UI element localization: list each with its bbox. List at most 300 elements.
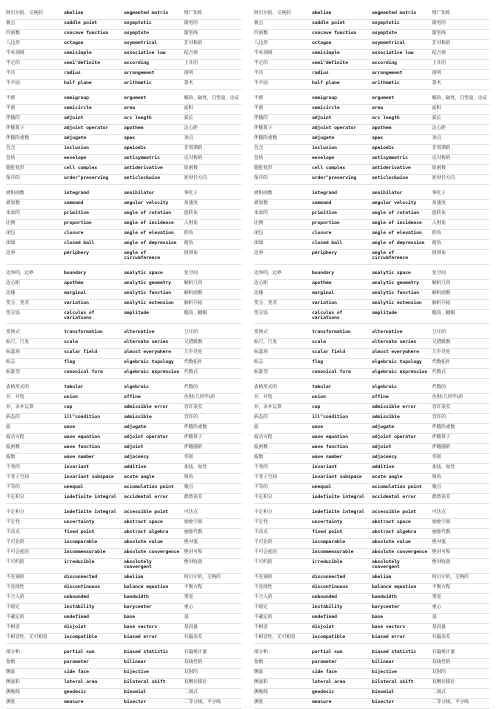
term-en: irreducible — [64, 560, 95, 566]
term-zh-alt: 非对称的 — [432, 41, 451, 46]
term-zh: 波动方程 — [6, 435, 25, 441]
table-row — [254, 634, 490, 644]
term-zh: 包络 — [254, 156, 264, 161]
term-en-alt: arithmetic — [124, 81, 152, 86]
term-zh-alt: 代数式 — [432, 370, 446, 376]
table-row — [254, 349, 490, 359]
term-zh-alt: 反对称的 — [432, 156, 451, 161]
term-en: parameter — [64, 659, 89, 665]
term-en: canonical form — [312, 370, 351, 376]
term-zh: 边心距 — [6, 280, 20, 286]
term-zh: 参数 — [254, 659, 264, 665]
table-row — [254, 80, 490, 90]
term-en: inclusion — [64, 146, 89, 151]
table-row — [254, 614, 490, 624]
table-row — [6, 95, 242, 105]
term-zh-alt: 俯角 — [432, 241, 442, 246]
term-zh: 不确定的 — [6, 614, 25, 620]
term-zh: 凹函数 — [6, 31, 20, 36]
term-en: invariant — [312, 465, 337, 471]
term-en: apothem — [312, 280, 332, 286]
term-en-alt: antisymmetric — [372, 156, 408, 161]
term-zh: 病态的 — [254, 415, 268, 421]
term-en-alt: annihilator — [372, 191, 403, 196]
table-row — [254, 404, 490, 414]
term-zh: 边心距 — [254, 280, 268, 286]
table-row — [6, 10, 242, 20]
term-zh: 并，求并运算 — [6, 405, 34, 411]
term-en: calculus of variations — [64, 310, 95, 321]
term-zh-alt: 增广矩阵 — [432, 11, 451, 16]
term-zh-alt: 角速度 — [432, 201, 446, 206]
table-row — [254, 394, 490, 404]
term-zh: 半定的 — [6, 61, 20, 66]
term-zh-alt: 二等分线，平分线 — [184, 699, 221, 705]
term-zh-alt: 聚点 — [184, 485, 194, 491]
term-en: order"preserving — [64, 176, 109, 181]
table-row — [6, 519, 242, 529]
term-en-alt: adjoint — [372, 445, 392, 451]
term-en: ill"condition — [312, 415, 348, 421]
term-en-alt: admissible error — [124, 405, 169, 411]
table-row — [6, 454, 242, 464]
term-en-alt: absolute value — [372, 540, 411, 546]
term-en: unbounded — [312, 594, 337, 600]
term-en: primitive — [312, 211, 337, 216]
term-en: disjoint — [312, 624, 335, 630]
table-row — [6, 414, 242, 424]
term-en: summand — [312, 201, 332, 206]
term-zh-alt: 复空间 — [184, 270, 198, 276]
term-zh-alt: 仰角 — [184, 231, 194, 236]
table-row — [254, 494, 490, 504]
term-zh: 不连续性 — [254, 584, 273, 590]
term-en-alt: base vectors — [124, 624, 158, 630]
term-zh: 伴随阵重数 — [6, 136, 29, 141]
term-zh-alt: 角速度 — [184, 201, 198, 206]
term-zh: 半平面 — [6, 81, 20, 86]
table-row — [6, 529, 242, 539]
term-en: cup — [312, 405, 321, 411]
term-zh: 闭包 — [6, 231, 16, 236]
term-en-alt: absolutely convergent — [124, 560, 152, 571]
term-zh: 标尺，尺度 — [6, 340, 29, 346]
term-en-alt: anticlockwise — [372, 176, 408, 181]
term-zh-alt: 代数拓扑 — [184, 360, 203, 366]
term-zh: 本原的 — [6, 211, 20, 216]
term-zh-alt: 圆周角 — [432, 251, 446, 256]
term-zh: 半单项域 — [254, 51, 273, 56]
term-zh: 不合入的 — [6, 594, 25, 600]
table-row — [6, 434, 242, 444]
term-en-alt: antisymmetric — [124, 156, 160, 161]
term-en: semisimple — [64, 51, 92, 56]
term-en: semigroup — [64, 96, 89, 101]
term-zh: 包含 — [254, 146, 264, 151]
table-row — [6, 359, 242, 369]
table-row — [254, 145, 490, 155]
table-row — [6, 80, 242, 90]
table-row — [254, 30, 490, 40]
table-row — [6, 220, 242, 230]
term-en-alt: amplitude — [124, 310, 149, 316]
term-zh: 变换式 — [254, 330, 268, 336]
table-row — [6, 50, 242, 60]
table-row — [6, 464, 242, 474]
term-en-alt: angle of rotation — [372, 211, 420, 216]
term-en: disconnected — [64, 574, 98, 580]
term-en: octagon — [64, 41, 84, 46]
term-zh-alt: 锐角 — [184, 475, 194, 481]
term-zh-alt: 反对称的 — [184, 156, 203, 161]
term-en: incompatible — [312, 634, 346, 640]
term-zh: 不相容性，无可相容 — [254, 634, 296, 640]
term-en-alt: barycenter — [124, 604, 152, 610]
term-en: invariant subspace — [64, 475, 114, 481]
term-zh-alt: 原函数 — [184, 166, 198, 171]
term-zh: 半平面 — [254, 81, 268, 86]
table-row — [6, 539, 242, 549]
table-row — [254, 230, 490, 240]
term-en: wave — [312, 425, 324, 431]
term-zh-alt: 基向量 — [432, 624, 446, 630]
term-en: concave function — [64, 31, 109, 36]
term-zh: 不定积分 — [6, 510, 25, 516]
term-en: order"preserving — [312, 176, 357, 181]
term-en: semicircle — [312, 106, 340, 111]
term-zh: 半径 — [6, 71, 16, 76]
term-en: uncertainty — [312, 520, 343, 526]
term-en-alt: apeiodic — [372, 146, 395, 151]
term-zh: 保序的 — [254, 176, 268, 181]
table-row — [6, 30, 242, 40]
term-zh-alt: 抽象空间 — [184, 520, 203, 526]
term-zh: 病态的 — [6, 415, 20, 421]
term-en: marginal — [312, 290, 335, 296]
term-en: instability — [64, 604, 95, 610]
term-zh-alt: 有偏误差 — [432, 634, 451, 640]
table-row — [6, 594, 242, 604]
table-row — [254, 300, 490, 310]
term-en: union — [312, 395, 326, 401]
term-en: wave equation — [312, 435, 348, 441]
term-en: variation — [64, 300, 89, 306]
term-en: indefinite integral — [64, 510, 117, 516]
term-en-alt: angle of incidence — [372, 221, 422, 226]
table-row — [6, 689, 242, 699]
table-row — [6, 404, 242, 414]
term-en: closed ball — [312, 241, 343, 246]
table-row — [6, 699, 242, 709]
term-en-alt: absolute convergence — [372, 550, 428, 556]
term-zh-alt: 算术 — [432, 81, 442, 86]
term-en: semicircle — [64, 106, 92, 111]
term-en: semigroup — [312, 96, 337, 101]
table-row — [6, 70, 242, 80]
glossary-table-left — [6, 10, 242, 709]
term-en: saddle point — [64, 21, 98, 26]
term-zh-alt: 面积 — [432, 106, 442, 111]
term-zh: 表格形式的 — [6, 385, 29, 391]
term-zh: 伴随算子 — [254, 126, 273, 131]
term-en: proportion — [312, 221, 340, 226]
term-zh: 被积函数 — [6, 191, 25, 196]
term-zh-alt: 幅角，辐度，自变量，论证 — [432, 96, 488, 101]
term-en: geodesic — [64, 689, 87, 695]
term-zh: 波 — [254, 425, 259, 431]
term-en: ill"condition — [64, 415, 100, 421]
term-zh-alt: 二等分线，平分线 — [432, 699, 469, 705]
table-row — [254, 200, 490, 210]
term-en-alt: accumulation point — [372, 485, 422, 491]
term-zh-alt: 增广矩阵 — [184, 11, 203, 16]
term-zh: 标量场 — [254, 350, 268, 356]
term-zh: 波函数 — [6, 445, 20, 451]
term-zh: 标准型 — [254, 370, 268, 376]
table-row — [6, 290, 242, 300]
term-en-alt: base — [124, 614, 136, 620]
term-zh: 标志 — [6, 360, 16, 366]
term-en: cell complex — [64, 166, 98, 171]
term-zh: 闭球 — [6, 241, 16, 246]
term-zh-alt: 入射角 — [432, 221, 446, 226]
term-en-alt: analytic function — [372, 290, 420, 296]
table-row — [6, 559, 242, 574]
term-zh-alt: 边心距 — [184, 126, 198, 131]
term-en-alt: abelian — [124, 574, 144, 580]
table-row — [6, 369, 242, 379]
table-row — [254, 210, 490, 220]
term-en-alt: adjoint — [124, 445, 144, 451]
term-en: tabular — [312, 385, 332, 391]
term-en: proportion — [64, 221, 92, 226]
term-en: disjoint — [64, 624, 87, 630]
term-en-alt: bijective — [372, 669, 397, 675]
table-row — [254, 484, 490, 494]
term-en-alt: balance equation — [372, 584, 417, 590]
term-en-alt: biased statistic — [124, 649, 169, 655]
term-en: adjoint operator — [312, 126, 357, 131]
term-zh: 伴随的 — [6, 116, 20, 121]
term-en-alt: analytic extension — [124, 300, 174, 306]
term-en-alt: additive — [124, 465, 147, 471]
table-row — [254, 559, 490, 574]
term-zh-alt: 逆时针方向 — [432, 176, 455, 181]
term-en-alt: angle of incidence — [124, 221, 174, 226]
table-row — [254, 464, 490, 474]
table-row — [254, 549, 490, 559]
term-en-alt: asymptote — [124, 31, 149, 36]
term-zh-alt: 解析开拓 — [184, 300, 203, 306]
term-en-alt: asymptotic — [372, 21, 400, 26]
term-en: irreducible — [312, 560, 343, 566]
table-row — [254, 135, 490, 145]
term-zh-alt: 零化子 — [432, 191, 446, 196]
term-zh-alt: 抽象代数 — [184, 530, 203, 536]
term-zh: 不可公度的 — [6, 550, 29, 556]
term-zh: 标志 — [254, 360, 264, 366]
table-row — [6, 165, 242, 175]
term-en-alt: binomial — [124, 689, 147, 695]
term-zh-alt: 容许的 — [184, 415, 198, 421]
term-zh-alt: 伴随随的 — [432, 445, 451, 451]
term-en-alt: alternate series — [372, 340, 417, 346]
table-row — [254, 115, 490, 125]
table-row — [6, 584, 242, 594]
term-zh-alt: 伴随随的 — [184, 445, 203, 451]
term-en-alt: absolute value — [124, 540, 163, 546]
term-zh: 不变子空间 — [6, 475, 29, 481]
term-zh-alt: 幅角，幅幅 — [432, 310, 455, 316]
term-en: primitive — [64, 211, 89, 216]
term-zh-alt: 双线性的 — [184, 659, 203, 665]
term-zh-alt: 双射的 — [184, 669, 198, 675]
term-zh: 不相容性，无可相容 — [6, 634, 48, 640]
term-zh-alt: 容许的 — [432, 415, 446, 421]
term-en-alt: bilinear — [372, 659, 395, 665]
term-en-alt: algebraic topology — [372, 360, 422, 366]
term-en: wave equation — [64, 435, 100, 441]
table-row — [254, 155, 490, 165]
term-zh-alt: 聚点 — [432, 485, 442, 491]
table-row — [254, 40, 490, 50]
term-en: union — [64, 395, 78, 401]
table-row — [6, 240, 242, 250]
term-zh-alt: 交错级数 — [184, 340, 203, 346]
term-en-alt: adjacency — [124, 455, 149, 461]
term-zh-alt: 绝对值 — [432, 540, 446, 546]
term-en-alt: apothem — [124, 126, 144, 131]
term-en-alt: accumulation point — [124, 485, 174, 491]
term-en: transformation — [64, 330, 103, 336]
table-row — [6, 349, 242, 359]
term-zh-alt: 平衡方程 — [432, 584, 451, 590]
table-row — [254, 519, 490, 529]
term-en: radius — [312, 71, 329, 76]
term-zh: 测度 — [254, 699, 264, 705]
term-zh-alt: 排列 — [432, 71, 442, 76]
table-row — [254, 604, 490, 614]
term-en: wave function — [312, 445, 348, 451]
term-zh: 不变的 — [6, 465, 20, 471]
term-zh: 伴随阵重数 — [254, 136, 277, 141]
term-zh-alt: 几乎处处 — [432, 350, 451, 356]
term-en-alt: associative law — [124, 51, 166, 56]
term-zh: 不定积分 — [254, 495, 273, 501]
term-zh: 包络 — [6, 156, 16, 161]
term-en-alt: admissible error — [372, 405, 417, 411]
term-zh: 侧面积 — [6, 679, 20, 685]
term-zh-alt: 复空间 — [432, 270, 446, 276]
term-en: marginal — [64, 290, 87, 296]
term-zh: 边缘 — [254, 290, 264, 296]
table-row — [6, 484, 242, 494]
table-row — [254, 280, 490, 290]
term-zh: 不连通的 — [254, 574, 273, 580]
table-row — [6, 394, 242, 404]
term-en-alt: area — [372, 106, 384, 111]
term-en-alt: abstract algebra — [372, 530, 417, 536]
table-row — [6, 679, 242, 689]
term-en-alt: analytic space — [372, 270, 411, 276]
table-row — [6, 175, 242, 185]
term-zh: 标尺，尺度 — [254, 340, 277, 346]
term-zh: 部分和 — [254, 649, 268, 655]
term-en: discontinuous — [64, 584, 100, 590]
term-zh-alt: 仿射(几何学)的 — [432, 395, 464, 401]
term-en: lateral area — [312, 679, 346, 685]
term-en-alt: arithmetic — [372, 81, 400, 86]
term-zh-alt: 二项式 — [184, 689, 198, 695]
term-zh: 不连通的 — [6, 574, 25, 580]
term-zh-alt: 边心距 — [432, 126, 446, 131]
term-en: unequal — [312, 485, 332, 491]
term-en-alt: algebraic — [372, 385, 397, 391]
term-zh-alt: 抽象代数 — [432, 530, 451, 536]
term-zh: 变换式 — [6, 330, 20, 336]
table-row — [6, 135, 242, 145]
table-row — [254, 105, 490, 115]
table-row — [254, 165, 490, 175]
term-zh: 参数 — [6, 659, 16, 665]
table-row — [254, 220, 490, 230]
term-en: periphery — [64, 251, 89, 256]
term-en: boundary — [312, 270, 335, 276]
term-en-alt: absolutely convergent — [372, 560, 400, 571]
term-zh-alt: 基向量 — [184, 624, 198, 630]
term-zh: 不变子空间 — [254, 475, 277, 481]
term-en: disconnected — [312, 574, 346, 580]
table-row — [254, 240, 490, 250]
table-row — [6, 200, 242, 210]
term-en: incompatible — [64, 634, 98, 640]
term-en-alt: according — [124, 61, 149, 66]
term-zh-alt: 伴随阵重数 — [432, 425, 455, 431]
term-en: side face — [312, 669, 337, 675]
term-zh: 极点 — [6, 21, 16, 26]
term-en-alt: angle of elevation — [372, 231, 422, 236]
term-zh-alt: 伴随算子 — [184, 435, 203, 441]
term-en: partial sum — [64, 649, 95, 655]
term-zh: 不确定的 — [254, 614, 273, 620]
term-en: scalar field — [64, 350, 98, 356]
term-zh: 测地线 — [6, 689, 20, 695]
term-zh-alt: 代数的 — [184, 385, 198, 391]
term-en-alt: adjugate — [124, 425, 147, 431]
table-row — [6, 40, 242, 50]
term-zh-alt: 绝对收敛 — [432, 560, 451, 566]
table-row — [6, 155, 242, 165]
table-row — [6, 474, 242, 484]
table-row — [254, 50, 490, 60]
term-zh: 闭球 — [254, 241, 264, 246]
table-row — [254, 190, 490, 200]
table-row — [6, 20, 242, 30]
term-en: envelope — [64, 156, 87, 161]
term-zh: 边界的，边界 — [6, 270, 34, 276]
term-en: closed ball — [64, 241, 95, 246]
term-zh: 边界 — [6, 251, 16, 256]
term-en: parameter — [312, 659, 337, 665]
term-zh-alt: 双侧位移位 — [432, 679, 455, 685]
table-row — [6, 624, 242, 634]
term-en-alt: accessible point — [124, 510, 169, 516]
table-row — [254, 95, 490, 105]
table-row — [254, 290, 490, 300]
term-en: envelope — [312, 156, 335, 161]
table-row — [254, 369, 490, 379]
term-en-alt: abstract algebra — [124, 530, 169, 536]
